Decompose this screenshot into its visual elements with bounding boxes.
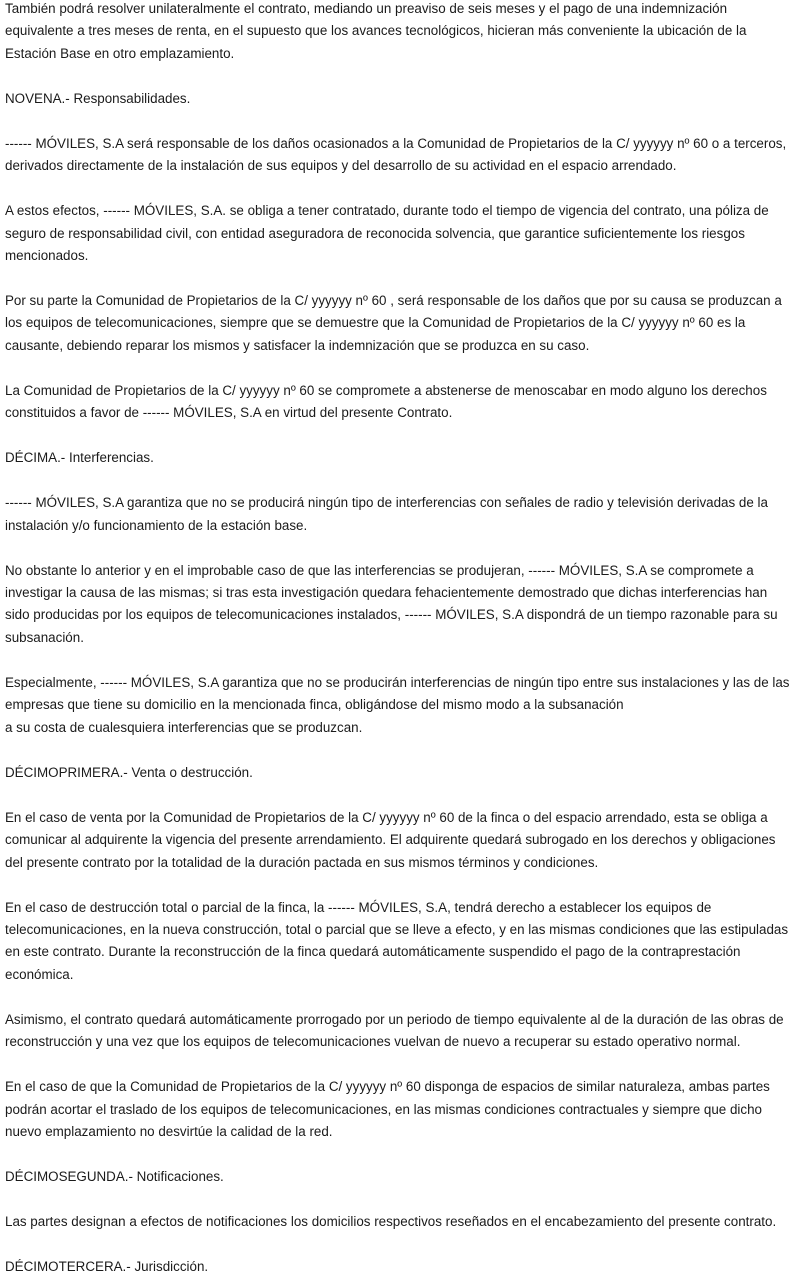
clause-paragraph-interference-companies: Especialmente, ------ MÓVILES, S.A garantiza que no se producirán interferencias de ningún tipo entre sus instalaciones y las de las empresas que tiene su domicilio en la mencionada finca, obligándose del mismo modo a la subsanación a su costa de cualesquiera interferencias que se produzcan.: [5, 674, 790, 735]
section-heading-decima: DÉCIMA.- Interferencias.: [5, 450, 154, 466]
clause-paragraph-early-termination: También podrá resolver unilateralmente el contrato, mediando un preaviso de seis meses y el pago de una indemnización equivalente a tres meses de renta, en el supuesto que los avances tecnológicos, hicieran más conveniente la ubicación de la Estación Base en otro emplazamiento.: [5, 1, 747, 61]
clause-paragraph-liability: ------ MÓVILES, S.A será responsable de los daños ocasionados a la Comunidad de Propietarios de la C/ yyyyyy nº 60 o a terceros, derivados directamente de la instalación de sus equipos y del desarrollo de su actividad en el espacio arrendado.: [5, 135, 787, 174]
section-heading-decimoprimera: DÉCIMOPRIMERA.- Venta o destrucción.: [5, 764, 253, 780]
clause-paragraph-interference-investigation: No obstante lo anterior y en el improbable caso de que las interferencias se produjeran, ------ MÓVILES, S.A se compromete a investigar la causa de las mismas; si tras esta investigación quedara fehacientemente demostrado que dichas interferencias han sido producidas por los equipos de telecomunicaciones instalados, ------ MÓVILES, S.A dispondrá de un tiempo razonable para su subsanación.: [5, 562, 778, 645]
clause-paragraph-extension: Asimismo, el contrato quedará automáticamente prorrogado por un periodo de tiempo equivalente al de la duración de las obras de reconstrucción y una vez que los equipos de telecomunicaciones vuelvan de nuevo a recuperar su estado operativo normal.: [5, 1011, 784, 1050]
clause-paragraph-rights: La Comunidad de Propietarios de la C/ yyyyyy nº 60 se compromete a abstenerse de menoscabar en modo alguno los derechos constituidos a favor de ------ MÓVILES, S.A en virtud del presente Contrato.: [5, 382, 767, 421]
clause-paragraph-interference-guarantee: ------ MÓVILES, S.A garantiza que no se producirá ningún tipo de interferencias con señales de radio y televisión derivadas de la instalación y/o funcionamiento de la estación base.: [5, 495, 768, 533]
section-heading-decimosegunda: DÉCIMOSEGUNDA.- Notificaciones.: [5, 1168, 224, 1184]
clause-paragraph-notifications: Las partes designan a efectos de notificaciones los domicilios respectivos reseñados en el encabezamiento del presente contrato.: [5, 1213, 777, 1229]
clause-paragraph-insurance: A estos efectos, ------ MÓVILES, S.A. se obliga a tener contratado, durante todo el tiempo de vigencia del contrato, una póliza de seguro de responsabilidad civil, con entidad aseguradora de reconocida solvencia, que garantice suficientemente los riesgos mencionados.: [5, 203, 769, 264]
document-page: [5, 0, 801, 1278]
section-heading-novena: NOVENA.- Responsabilidades.: [5, 90, 191, 106]
clause-paragraph-sale: En el caso de venta por la Comunidad de Propietarios de la C/ yyyyyy nº 60 de la finca o del espacio arrendado, esta se obliga a comunicar al adquirente la vigencia del presente arrendamiento. El adquirente quedará subrogado en los derechos y obligaciones del presente contrato por la totalidad de la duración pactada en sus mismos términos y condiciones.: [5, 809, 776, 870]
section-heading-decimotercera: DÉCIMOTERCERA.- Jurisdicción.: [5, 1258, 209, 1274]
clause-paragraph-community-liability: Por su parte la Comunidad de Propietarios de la C/ yyyyyy nº 60 , será responsable de los daños que por su causa se produzcan a los equipos de telecomunicaciones, siempre que se demuestre que la Comunidad de Propietarios de la C/ yyyyyy nº 60 es la causante, debiendo reparar los mismos y satisfacer la indemnización que se produzca en su caso.: [5, 293, 782, 353]
clause-paragraph-relocation: En el caso de que la Comunidad de Propietarios de la C/ yyyyyy nº 60 disponga de espacios de similar naturaleza, ambas partes podrán acortar el traslado de los equipos de telecomunicaciones, en las mismas condiciones contractuales y siempre que dicho nuevo emplazamiento no desvirtúe la calidad de la red.: [5, 1079, 770, 1139]
clause-paragraph-destruction: En el caso de destrucción total o parcial de la finca, la ------ MÓVILES, S.A, tendrá derecho a establecer los equipos de telecomunicaciones, en la nueva construcción, total o parcial que se lleve a efecto, y en las mismas condiciones que las estipuladas en este contrato. Durante la reconstrucción de la finca quedará automáticamente suspendido el pago de la contraprestación económica.: [5, 899, 789, 982]
